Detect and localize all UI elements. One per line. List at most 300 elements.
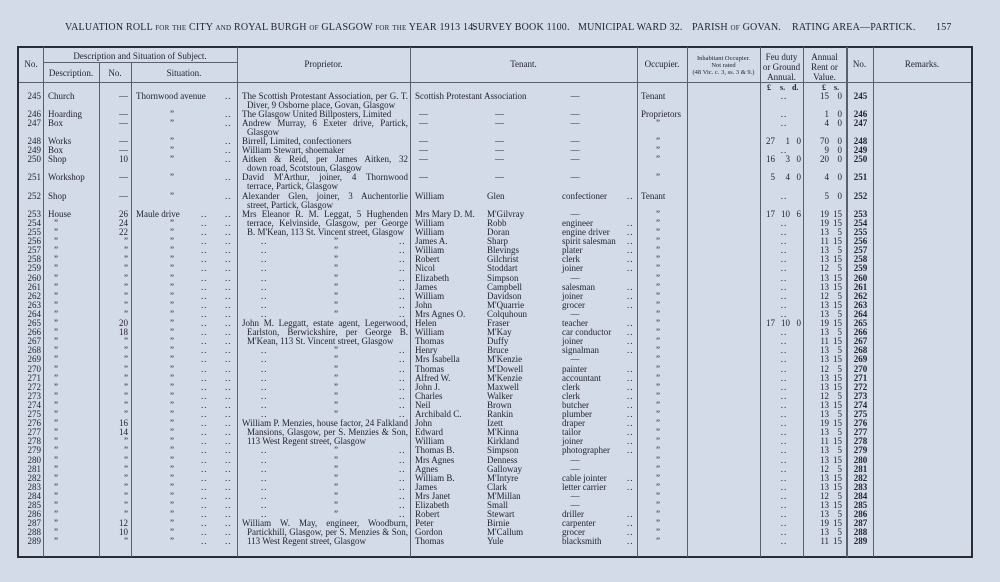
proprietor: ” bbox=[334, 363, 338, 374]
row-number-right: 276 bbox=[853, 418, 868, 429]
feu-none: .. bbox=[780, 372, 788, 383]
situation: ” bbox=[170, 336, 174, 347]
rent-shillings: 5 bbox=[837, 263, 842, 274]
situation: ” bbox=[170, 290, 174, 301]
rent-shillings: 5 bbox=[837, 490, 842, 501]
feu-none: .. bbox=[780, 500, 788, 510]
street-number: ” bbox=[124, 490, 128, 501]
description: ” bbox=[54, 217, 58, 228]
leader-dots: .. bbox=[399, 454, 406, 465]
feu-pounds: 16 bbox=[766, 154, 775, 165]
tenant-first-name: William bbox=[415, 245, 445, 256]
leader-dots: .. bbox=[201, 254, 208, 265]
rent-shillings: 0 bbox=[837, 145, 842, 156]
leader-dots: .. bbox=[399, 381, 406, 392]
feu-pounds: 17 bbox=[766, 208, 775, 219]
proprietor: ” bbox=[334, 372, 338, 383]
row-number: 280 bbox=[27, 454, 41, 465]
situation: ” bbox=[170, 418, 174, 429]
row-number: 283 bbox=[27, 481, 41, 492]
leader-dots: .. bbox=[399, 472, 406, 483]
description: ” bbox=[54, 536, 58, 547]
row-number: 254 bbox=[27, 217, 41, 228]
occupation: — bbox=[570, 272, 580, 283]
row-number: 289 bbox=[27, 536, 41, 547]
situation: ” bbox=[170, 363, 174, 374]
situation: ” bbox=[170, 299, 174, 310]
description: ” bbox=[54, 409, 58, 419]
situation: ” bbox=[170, 245, 174, 256]
proprietor: B. M'Kean, 113 St. Vincent street, Glasgow bbox=[247, 227, 405, 237]
leader-dots: .. bbox=[225, 145, 232, 156]
leader-dots: .. bbox=[225, 518, 232, 529]
row-number-right: 254 bbox=[853, 217, 868, 228]
occupier: ” bbox=[656, 527, 660, 538]
leader-dots: .. bbox=[399, 245, 406, 256]
leader-dots: .. bbox=[201, 472, 208, 483]
tenant-surname: Doran bbox=[487, 227, 510, 237]
leader-dots: .. bbox=[201, 500, 208, 510]
leader-dots: .. bbox=[627, 509, 634, 520]
occupier: ” bbox=[656, 208, 660, 219]
leader-dots: .. bbox=[399, 236, 406, 247]
leader-dots: .. bbox=[225, 236, 232, 247]
street-number: ” bbox=[124, 254, 128, 265]
row-number: 246 bbox=[27, 108, 41, 119]
situation: ” bbox=[170, 445, 174, 456]
tenant-surname: Glen bbox=[487, 190, 505, 201]
description: Box bbox=[48, 117, 64, 128]
leader-dots: .. bbox=[261, 409, 268, 419]
rent-pounds: 13 bbox=[820, 254, 829, 265]
occupation: joiner bbox=[562, 290, 583, 301]
proprietor: Mansions, Glasgow, per S. Menzies & Son, bbox=[247, 428, 408, 438]
leader-dots: .. bbox=[201, 236, 208, 247]
feu-none: .. bbox=[780, 90, 788, 101]
occupation: draper bbox=[562, 418, 585, 429]
leader-dots: .. bbox=[399, 500, 406, 510]
leader-dots: .. bbox=[627, 372, 634, 383]
situation: ” bbox=[170, 354, 174, 365]
row-number-right: 261 bbox=[853, 281, 868, 292]
tenant-surname: M'Quarrie bbox=[487, 299, 525, 310]
leader-dots: .. bbox=[399, 272, 406, 283]
tenant-surname: Stoddart bbox=[487, 263, 518, 274]
description: ” bbox=[54, 281, 58, 292]
occupier: ” bbox=[656, 363, 660, 374]
rent-pounds: 11 bbox=[820, 236, 829, 247]
table-row bbox=[0, 192, 1000, 210]
table-row bbox=[0, 155, 1000, 173]
occupier: ” bbox=[656, 454, 660, 465]
leader-dots: .. bbox=[201, 527, 208, 538]
row-number: 278 bbox=[27, 436, 41, 447]
description: ” bbox=[54, 363, 58, 374]
leader-dots: .. bbox=[201, 281, 208, 292]
occupation: — bbox=[570, 90, 580, 101]
row-number: 273 bbox=[27, 390, 41, 401]
rent-shillings: 5 bbox=[837, 308, 842, 319]
leader-dots: .. bbox=[201, 290, 208, 301]
situation: ” bbox=[170, 190, 174, 201]
leader-dots: .. bbox=[399, 290, 406, 301]
occupation: confectioner bbox=[562, 190, 607, 201]
street-number: ” bbox=[124, 299, 128, 310]
occupation: accountant bbox=[562, 372, 601, 383]
rent-pounds: 13 bbox=[820, 509, 829, 520]
rent-shillings: 5 bbox=[837, 509, 842, 520]
row-number: 269 bbox=[27, 354, 41, 365]
leader-dots: .. bbox=[261, 490, 268, 501]
situation: Maule drive bbox=[136, 208, 180, 219]
tenant-first-name: William B. bbox=[415, 472, 455, 483]
street-number: 24 bbox=[119, 217, 128, 228]
occupier: ” bbox=[656, 427, 660, 438]
feu-none: .. bbox=[780, 381, 788, 392]
leader-dots: .. bbox=[225, 336, 232, 347]
proprietor: ” bbox=[334, 490, 338, 501]
occupier: ” bbox=[656, 327, 660, 338]
street-number: ” bbox=[124, 272, 128, 283]
occupier: ” bbox=[656, 245, 660, 256]
feu-none: .. bbox=[780, 290, 788, 301]
row-number-right: 264 bbox=[853, 308, 868, 319]
proprietor: ” bbox=[334, 245, 338, 256]
row-number: 287 bbox=[27, 518, 41, 529]
feu-shillings: 10 bbox=[781, 318, 790, 328]
tenant-first-name: Robert bbox=[415, 509, 440, 520]
situation: ” bbox=[170, 381, 174, 392]
description: ” bbox=[54, 390, 58, 401]
tenant-surname: Rankin bbox=[487, 409, 513, 419]
tenant-surname: M'Kenzie bbox=[487, 372, 523, 383]
row-number: 261 bbox=[27, 281, 41, 292]
occupation: engine driver bbox=[562, 227, 610, 237]
feu-none: .. bbox=[780, 418, 788, 429]
col-description: Description. bbox=[48, 68, 94, 78]
leader-dots: .. bbox=[225, 354, 232, 365]
rent-pounds: 13 bbox=[820, 500, 829, 510]
leader-dots: .. bbox=[399, 254, 406, 265]
occupier: ” bbox=[656, 463, 660, 474]
leader-dots: .. bbox=[261, 308, 268, 319]
rent-pounds: 13 bbox=[820, 454, 829, 465]
leader-dots: .. bbox=[261, 372, 268, 383]
leader-dots: .. bbox=[201, 354, 208, 365]
rent-pounds: 11 bbox=[820, 336, 829, 347]
row-number: 268 bbox=[27, 345, 41, 356]
leader-dots: .. bbox=[627, 345, 634, 356]
leader-dots: .. bbox=[225, 536, 232, 547]
tenant-first-name: Gordon bbox=[415, 527, 443, 538]
leader-dots: .. bbox=[627, 399, 634, 410]
occupier: ” bbox=[656, 154, 660, 165]
description: ” bbox=[54, 454, 58, 465]
tenant-first-name: Peter bbox=[415, 518, 434, 529]
rent-shillings: 5 bbox=[837, 463, 842, 474]
row-number-right: 277 bbox=[853, 427, 868, 438]
occupation: signalman bbox=[562, 345, 599, 356]
rent-shillings: 15 bbox=[833, 481, 842, 492]
row-number-right: 253 bbox=[853, 208, 868, 219]
occupier: ” bbox=[656, 172, 660, 183]
tenant-first-name: Robert bbox=[415, 254, 440, 265]
leader-dots: .. bbox=[627, 527, 634, 538]
street-number: — bbox=[119, 136, 128, 146]
tenant-surname: — bbox=[495, 108, 504, 119]
feu-none: .. bbox=[780, 245, 788, 256]
rent-shillings: 15 bbox=[833, 281, 842, 292]
leader-dots: .. bbox=[627, 299, 634, 310]
row-number-right: 282 bbox=[853, 472, 868, 483]
row-number-right: 263 bbox=[853, 299, 868, 310]
feu-none: .. bbox=[780, 327, 788, 338]
rent-shillings: 15 bbox=[833, 208, 842, 219]
rent-shillings: 15 bbox=[833, 299, 842, 310]
occupier: ” bbox=[656, 518, 660, 529]
tenant-surname: Birnie bbox=[487, 518, 510, 529]
leader-dots: .. bbox=[399, 354, 406, 365]
leader-dots: .. bbox=[627, 281, 634, 292]
leader-dots: .. bbox=[627, 336, 634, 347]
description: ” bbox=[54, 481, 58, 492]
table-row bbox=[0, 119, 1000, 137]
occupier: ” bbox=[656, 145, 660, 156]
street-number: ” bbox=[124, 372, 128, 383]
row-number: 252 bbox=[27, 190, 41, 201]
proprietor: down road, Scotstoun, Glasgow bbox=[247, 163, 362, 174]
tenant-surname: Gilchrist bbox=[487, 254, 519, 265]
tenant-first-name: — bbox=[419, 145, 428, 156]
leader-dots: .. bbox=[399, 308, 406, 319]
rent-shillings: 0 bbox=[837, 190, 842, 201]
leader-dots: .. bbox=[225, 445, 232, 456]
description: ” bbox=[54, 354, 58, 365]
leader-dots: .. bbox=[225, 136, 232, 146]
leader-dots: .. bbox=[225, 90, 232, 101]
row-number: 274 bbox=[27, 399, 41, 410]
feu-none: .. bbox=[780, 108, 788, 119]
feu-none: .. bbox=[780, 299, 788, 310]
street-number: ” bbox=[124, 336, 128, 347]
tenant-surname: Small bbox=[487, 500, 509, 510]
proprietor: David M'Arthur, joiner, 4 Thornwood bbox=[242, 173, 408, 183]
leader-dots: .. bbox=[261, 236, 268, 247]
proprietor: 113 West Regent street, Glasgow bbox=[247, 436, 367, 447]
description: ” bbox=[54, 518, 58, 529]
occupation: butcher bbox=[562, 399, 589, 410]
rent-pounds: 13 bbox=[820, 445, 829, 456]
street-number: 18 bbox=[119, 327, 128, 338]
leader-dots: .. bbox=[261, 500, 268, 510]
leader-dots: .. bbox=[627, 318, 634, 328]
situation: ” bbox=[170, 472, 174, 483]
occupation: — bbox=[570, 454, 580, 465]
occupier: Tenant bbox=[641, 90, 666, 101]
row-number: 245 bbox=[27, 90, 41, 101]
occupier: ” bbox=[656, 354, 660, 365]
rent-shillings: 5 bbox=[837, 363, 842, 374]
proprietor: William W. May, engineer, Woodburn, bbox=[242, 519, 408, 529]
row-number: 279 bbox=[27, 445, 41, 456]
situation: Thornwood avenue bbox=[136, 90, 206, 101]
row-number: 247 bbox=[27, 117, 41, 128]
description: ” bbox=[54, 245, 58, 256]
situation: ” bbox=[170, 345, 174, 356]
feu-none: .. bbox=[780, 272, 788, 283]
proprietor: ” bbox=[334, 236, 338, 247]
row-number-right: 283 bbox=[853, 481, 868, 492]
street-number: ” bbox=[124, 245, 128, 256]
occupation: tailor bbox=[562, 427, 581, 438]
occupation: spirit salesman bbox=[562, 236, 616, 247]
tenant-first-name: Thomas bbox=[415, 363, 444, 374]
leader-dots: .. bbox=[627, 409, 634, 419]
row-number: 257 bbox=[27, 245, 41, 256]
tenant-first-name: William bbox=[415, 227, 445, 237]
description: ” bbox=[54, 345, 58, 356]
proprietor: street, Partick, Glasgow bbox=[247, 199, 333, 210]
occupation: — bbox=[570, 136, 580, 146]
tenant-first-name: Agnes bbox=[415, 463, 438, 474]
feu-pence: 6 bbox=[796, 208, 801, 219]
parish: PARISH of GOVAN. bbox=[692, 22, 782, 33]
leader-dots: .. bbox=[201, 518, 208, 529]
rent-pounds: 13 bbox=[820, 399, 829, 410]
rent-pounds: 19 bbox=[820, 208, 829, 219]
leader-dots: .. bbox=[225, 108, 232, 119]
row-number: 265 bbox=[27, 318, 41, 328]
row-number-right: 248 bbox=[853, 136, 868, 146]
row-number: 259 bbox=[27, 263, 41, 274]
rent-pounds: 13 bbox=[820, 345, 829, 356]
occupation: grocer bbox=[562, 527, 585, 538]
leader-dots: .. bbox=[627, 536, 634, 547]
tenant-first-name: Thomas B. bbox=[415, 445, 455, 456]
occupier: ” bbox=[656, 399, 660, 410]
col-proprietor: Proprietor. bbox=[304, 59, 343, 69]
leader-dots: .. bbox=[627, 390, 634, 401]
feu-none: .. bbox=[780, 427, 788, 438]
tenant-first-name: — bbox=[419, 154, 428, 165]
description: ” bbox=[54, 463, 58, 474]
occupation: joiner bbox=[562, 336, 583, 347]
leader-dots: .. bbox=[261, 509, 268, 520]
description: ” bbox=[54, 472, 58, 483]
row-number-right: 273 bbox=[853, 390, 868, 401]
row-number-right: 286 bbox=[853, 509, 868, 520]
rent-shillings: 0 bbox=[837, 108, 842, 119]
situation: ” bbox=[170, 254, 174, 265]
row-number: 284 bbox=[27, 490, 41, 501]
row-number-right: 266 bbox=[853, 327, 868, 338]
rent-pounds: 12 bbox=[820, 390, 829, 401]
row-number: 270 bbox=[27, 363, 41, 374]
rent-pounds: 13 bbox=[820, 481, 829, 492]
leader-dots: .. bbox=[399, 463, 406, 474]
proprietor: ” bbox=[334, 509, 338, 520]
occupation: car conductor bbox=[562, 327, 612, 338]
rent-shillings: 15 bbox=[833, 472, 842, 483]
proprietor: ” bbox=[334, 263, 338, 274]
occupation: cable jointer bbox=[562, 472, 607, 483]
rent-shillings: 5 bbox=[837, 409, 842, 419]
proprietor: ” bbox=[334, 299, 338, 310]
situation: ” bbox=[170, 172, 174, 183]
row-number: 260 bbox=[27, 272, 41, 283]
street-number: 16 bbox=[119, 418, 128, 429]
row-number-right: 279 bbox=[853, 445, 868, 456]
rent-shillings: 15 bbox=[833, 536, 842, 547]
tenant-first-name: James bbox=[415, 281, 437, 292]
rent-pounds: 13 bbox=[820, 227, 829, 237]
leader-dots: .. bbox=[225, 481, 232, 492]
leader-dots: .. bbox=[627, 445, 634, 456]
rent-shillings: 15 bbox=[833, 436, 842, 447]
proprietor: ” bbox=[334, 381, 338, 392]
occupier: ” bbox=[656, 345, 660, 356]
leader-dots: .. bbox=[627, 518, 634, 529]
col-feu-duty: Feu duty or Ground Annual. bbox=[762, 52, 801, 82]
proprietor: Andrew Murray, 6 Exeter drive, Partick, bbox=[242, 118, 408, 128]
leader-dots: .. bbox=[225, 436, 232, 447]
rent-pounds: 13 bbox=[820, 272, 829, 283]
leader-dots: .. bbox=[201, 399, 208, 410]
feu-shillings: 3 bbox=[785, 154, 790, 165]
rent-shillings: 5 bbox=[837, 245, 842, 256]
leader-dots: .. bbox=[225, 490, 232, 501]
description: Shop bbox=[48, 190, 67, 201]
tenant-first-name: — bbox=[419, 136, 428, 146]
tenant-first-name: Elizabeth bbox=[415, 500, 449, 510]
rent-shillings: 5 bbox=[837, 327, 842, 338]
feu-none: .. bbox=[780, 454, 788, 465]
description: ” bbox=[54, 327, 58, 338]
leader-dots: .. bbox=[201, 409, 208, 419]
tenant-first-name: Mrs Janet bbox=[415, 490, 451, 501]
row-number-right: 249 bbox=[853, 145, 868, 156]
feu-pence: 0 bbox=[796, 318, 801, 328]
tenant-surname: Simpson bbox=[487, 445, 519, 456]
rent-shillings: 15 bbox=[833, 318, 842, 328]
situation: ” bbox=[170, 281, 174, 292]
tenant-first-name: Helen bbox=[415, 318, 437, 328]
table-row bbox=[0, 537, 1000, 546]
occupier: ” bbox=[656, 236, 660, 247]
rent-pounds: 11 bbox=[820, 436, 829, 447]
description: ” bbox=[54, 372, 58, 383]
tenant-surname: Simpson bbox=[487, 272, 519, 283]
leader-dots: .. bbox=[627, 418, 634, 429]
feu-none: .. bbox=[780, 145, 788, 156]
leader-dots: .. bbox=[261, 290, 268, 301]
occupation: salesman bbox=[562, 281, 595, 292]
survey-book: SURVEY BOOK 1100. bbox=[472, 22, 570, 33]
tenant-first-name: John J. bbox=[415, 381, 441, 392]
tenant-name: Scottish Protestant Association bbox=[415, 90, 527, 101]
rent-pounds: 13 bbox=[820, 245, 829, 256]
description: ” bbox=[54, 336, 58, 347]
situation: ” bbox=[170, 463, 174, 474]
rent-shillings: 15 bbox=[833, 399, 842, 410]
leader-dots: .. bbox=[627, 481, 634, 492]
rent-pounds: 19 bbox=[820, 217, 829, 228]
row-number-right: 269 bbox=[853, 354, 868, 365]
rent-pounds: 19 bbox=[820, 518, 829, 529]
leader-dots: .. bbox=[201, 427, 208, 438]
tenant-surname: Stewart bbox=[487, 509, 515, 520]
rent-pounds: 4 bbox=[824, 172, 829, 183]
